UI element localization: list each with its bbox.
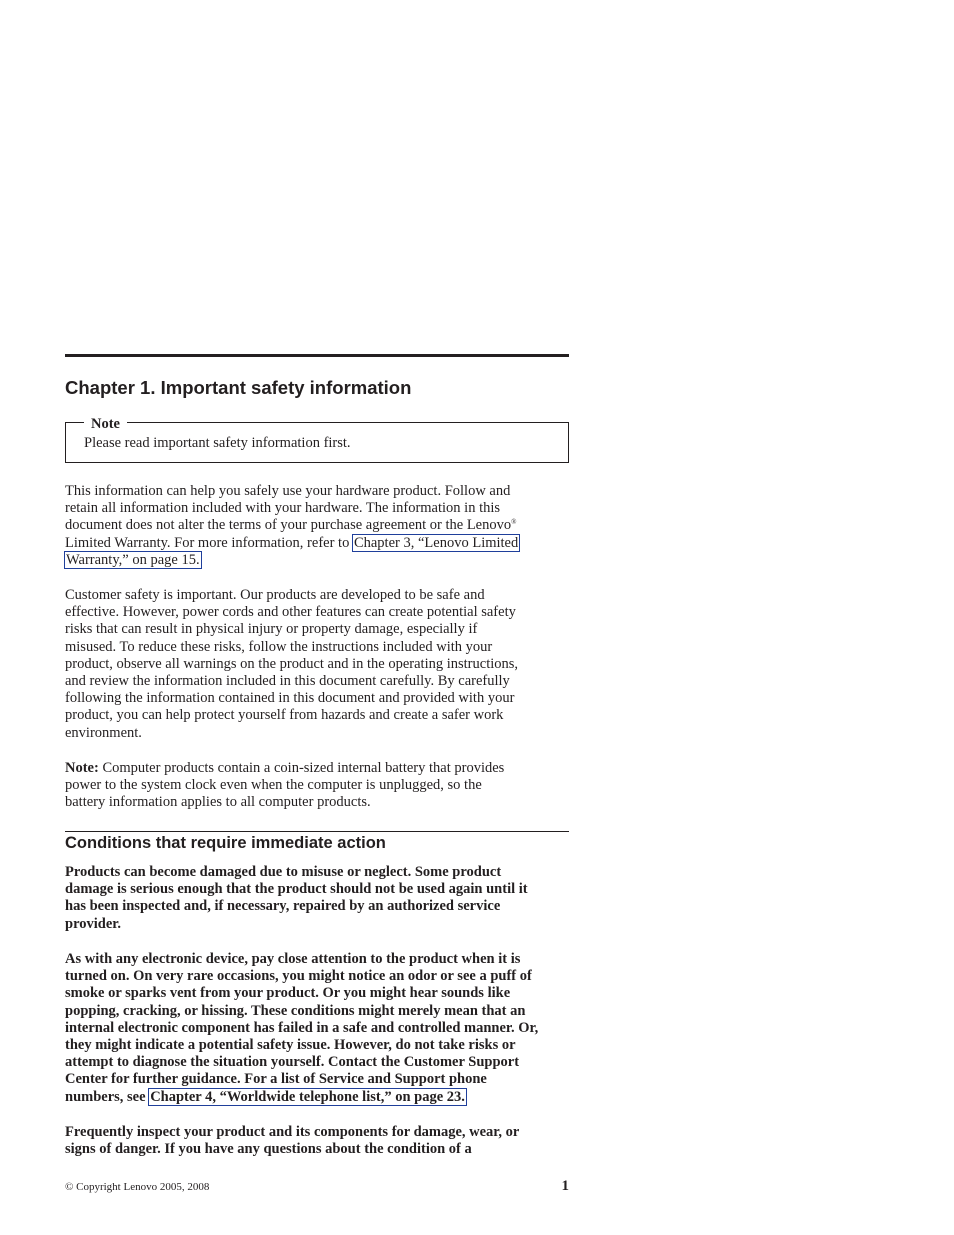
text-line: turned on. On very rare occasions, you might notice an odor or see a puff of xyxy=(65,968,532,985)
chapter-title: Chapter 1. Important safety information xyxy=(65,377,412,398)
text-line: retain all information included with your hardware. The information in this xyxy=(65,500,501,517)
link-chapter-3-warranty-cont[interactable]: Warranty,” on page 15. xyxy=(66,551,200,568)
text-line: numbers, see Chapter 4, “Worldwide telephone list,” on page 23. xyxy=(65,1088,465,1105)
note-text: Please read important safety information first. xyxy=(84,435,351,451)
text-line: signs of danger. If you have any questions about the condition of a xyxy=(65,1141,472,1158)
section-rule xyxy=(65,831,569,832)
text-line: they might indicate a potential safety issue. However, do not take risks or xyxy=(65,1037,516,1054)
text-line: power to the system clock even when the computer is unplugged, so the xyxy=(65,777,482,794)
text-line: internal electronic component has failed in a safe and controlled manner. Or, xyxy=(65,1019,539,1036)
electronic-device-paragraph xyxy=(65,951,575,1106)
section-title: Conditions that require immediate action xyxy=(65,834,386,852)
damage-paragraph xyxy=(65,864,575,933)
text-line: risks that can result in physical injury or property damage, especially if xyxy=(65,621,478,638)
note-label: Note xyxy=(84,416,127,432)
text-line: popping, cracking, or hissing. These conditions might merely mean that an xyxy=(65,1002,526,1019)
text-line: Note: Computer products contain a coin-sized internal battery that provides xyxy=(65,760,505,776)
text-line: Frequently inspect your product and its components for damage, wear, or xyxy=(65,1124,520,1140)
inspect-paragraph xyxy=(65,1124,575,1158)
text-line: environment. xyxy=(65,724,142,741)
text-line: effective. However, power cords and other features can create potential safety xyxy=(65,604,516,621)
text-line: Products can become damaged due to misuse or neglect. Some product xyxy=(65,864,502,880)
chapter-rule xyxy=(65,354,569,357)
registered-mark: ® xyxy=(511,518,517,527)
intro-paragraph xyxy=(65,483,575,569)
text-line: attempt to diagnose the situation yourself. Contact the Customer Support xyxy=(65,1054,520,1071)
text-line: smoke or sparks vent from your product. Or you might hear sounds like xyxy=(65,985,511,1002)
text-line: misused. To reduce these risks, follow the instructions included with your xyxy=(65,638,493,655)
text-line: Center for further guidance. For a list of Service and Support phone xyxy=(65,1071,487,1088)
text-line: product, you can help protect yourself from hazards and create a safer work xyxy=(65,707,504,724)
text-line: provider. xyxy=(65,915,121,932)
battery-note-paragraph xyxy=(65,760,575,812)
text-line: product, observe all warnings on the product and in the operating instructions, xyxy=(65,655,519,672)
safety-paragraph xyxy=(65,587,575,742)
text-line: Limited Warranty. For more information, refer to Chapter 3, “Lenovo Limited xyxy=(65,534,519,551)
footer-copyright: © Copyright Lenovo 2005, 2008 xyxy=(65,1181,210,1193)
text-line: As with any electronic device, pay close attention to the product when it is xyxy=(65,951,521,967)
note-box xyxy=(65,416,569,463)
page-number: 1 xyxy=(561,1178,569,1194)
text-line: and review the information included in this document carefully. By carefully xyxy=(65,673,510,690)
text-line: Customer safety is important. Our products are developed to be safe and xyxy=(65,587,485,603)
text-line: This information can help you safely use your hardware product. Follow and xyxy=(65,483,511,499)
text-line: has been inspected and, if necessary, repaired by an authorized service xyxy=(65,898,501,915)
text-line: battery information applies to all computer products. xyxy=(65,794,371,811)
link-chapter-4-telephone-list[interactable]: Chapter 4, “Worldwide telephone list,” on page 23. xyxy=(150,1088,465,1105)
text-line: following the information contained in this document and provided with your xyxy=(65,690,515,707)
link-chapter-3-warranty[interactable]: Chapter 3, “Lenovo Limited xyxy=(353,534,519,551)
text-line xyxy=(65,552,575,569)
text-line: document does not alter the terms of your purchase agreement or the Lenovo® xyxy=(65,517,517,534)
text-line: damage is serious enough that the product should not be used again until it xyxy=(65,881,528,898)
note-inline-label: Note: xyxy=(65,760,99,776)
